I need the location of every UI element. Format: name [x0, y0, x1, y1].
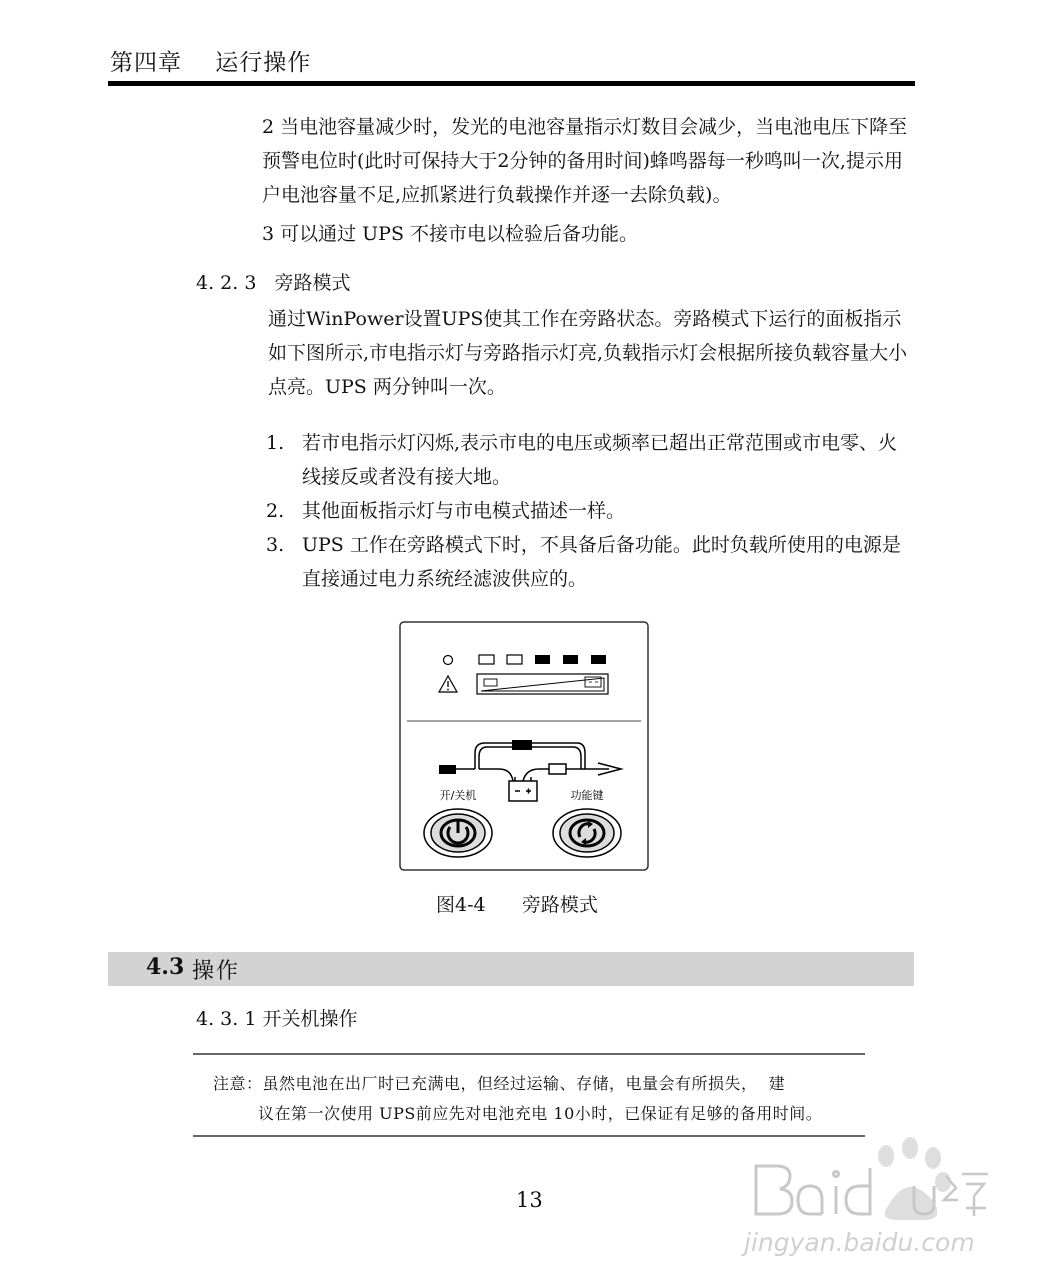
list-text: 若市电指示灯闪烁,表示市电的电压或频率已超出正常范围或市电零、火线接反或者没有接大地。 [302, 432, 898, 488]
note-top-rule [193, 1053, 865, 1055]
power-button-icon [424, 809, 492, 857]
function-button-icon [553, 809, 621, 857]
watermark-url: jingyan.baidu.com [744, 1228, 975, 1257]
section-heading-4-2-3: 4. 2. 3 旁路模式 [196, 272, 351, 294]
section-bar-4-3 [108, 952, 914, 986]
list-item [266, 426, 916, 494]
list-number: 3. [266, 534, 285, 556]
led-icon [535, 655, 550, 664]
page-number: 13 [516, 1188, 543, 1212]
bypass-description: 通过WinPower设置UPS使其工作在旁路状态。旁路模式下运行的面板指示如下图所示,市电指示灯与旁路指示灯亮,负载指示灯会根据所接负载容量大小点亮。UPS 两分钟叫一次。 [268, 308, 908, 398]
list-text: 其他面板指示灯与市电模式描述一样。 [302, 500, 626, 522]
list-number: 2. [266, 500, 285, 522]
figure-caption: 图4-4 旁路模式 [436, 894, 598, 916]
section-title: 操作 [192, 959, 241, 984]
header-rule [108, 81, 915, 86]
led-icon [591, 655, 606, 664]
ups-panel-figure [399, 621, 649, 871]
note-line-1: 注意：虽然电池在出厂时已充满电，但经过运输、存储，电量会有所损失， 建 [213, 1074, 786, 1093]
note-line-2: 议在第一次使用 UPS前应先对电池充电 10小时，已保证有足够的备用时间。 [258, 1104, 823, 1123]
chapter-title: 第四章 运行操作 [110, 50, 312, 76]
section-heading-4-3-1: 4. 3. 1 开关机操作 [196, 1008, 358, 1030]
list-item [266, 494, 916, 528]
list-item [266, 528, 916, 596]
function-label: 功能键 [570, 789, 604, 802]
section-number: 4.3 [146, 954, 185, 980]
list-text: UPS 工作在旁路模式下时，不具备后备功能。此时负载所使用的电源是直接通过电力系统经滤波供应的。 [302, 534, 901, 590]
power-label: 开/关机 [439, 789, 477, 802]
list-number: 1. [266, 432, 285, 454]
paragraph-item-3: 3 可以通过 UPS 不接市电以检验后备功能。 [262, 223, 639, 245]
led-icon [563, 655, 578, 664]
paragraph-item-2: 2 当电池容量减少时，发光的电池容量指示灯数目会减少，当电池电压下降至预警电位时(此时可保持大于2分钟的备用时间)蜂鸣器每一秒鸣叫一次,提示用户电池容量不足,应抓紧进行负载操作并逐一去除负载)。 [262, 116, 908, 206]
